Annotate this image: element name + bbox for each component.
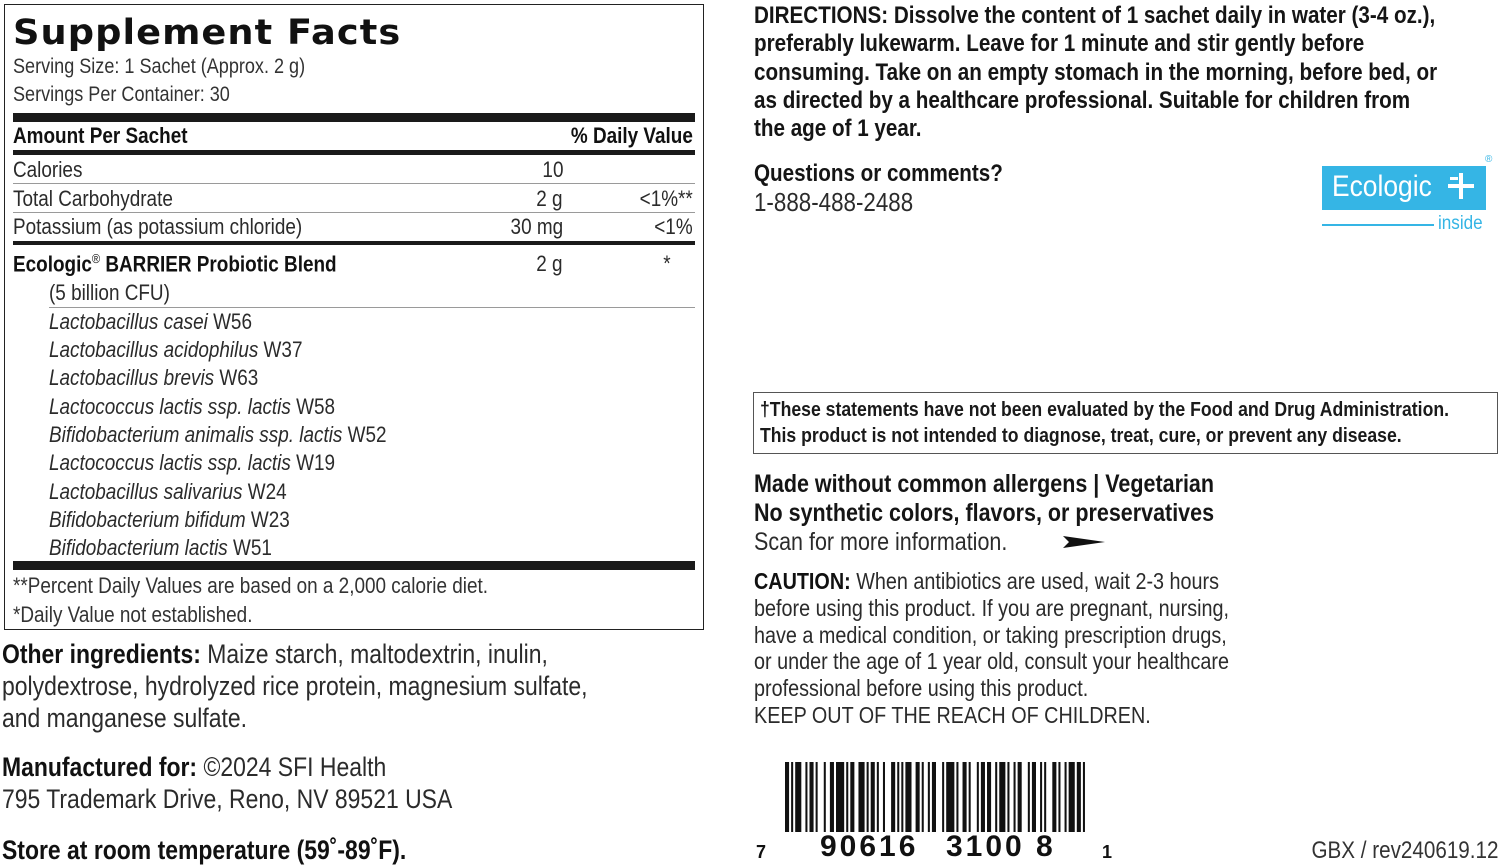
directions: DIRECTIONS: Dissolve the content of 1 sachet daily in water (3-4 oz.), preferably lukewarm. Leave for 1 minute and stir gently before consuming. Take on an empty stomach in the morning, before bed, or as directed by a healthcare professional. Suitable for children from the age of 1 year. [754,2,1438,143]
row-divider [13,183,695,184]
ecologic-wordmark: Ecologic [1332,170,1432,203]
barcode-digit: 8 [1036,830,1053,863]
arrow-right-icon [1063,534,1105,550]
barcode-bar [830,762,834,832]
other-ingredients-label: Other ingredients: [2,639,201,669]
barcode-bar [846,762,848,832]
barcode-bar [905,762,911,832]
row-divider [13,212,695,213]
ecologic-logo [1318,154,1498,236]
barcode-bar [824,762,826,832]
row-dv: <1% [654,214,693,239]
strain-item: Bifidobacterium lactis W51 [49,535,272,560]
facts-title: Supplement Facts [13,13,402,53]
supplement-facts-panel [4,4,704,630]
barcode-bar [1014,762,1016,832]
row-label: Calories [13,157,83,182]
barcode-bar [816,762,818,832]
strain-item: Bifidobacterium bifidum W23 [49,507,290,532]
amount-per-sachet-label: Amount Per Sachet [13,123,188,148]
barcode-bar [858,762,864,832]
barcode-digits: 3100 [946,830,1025,863]
footnote-dv-not-established: *Daily Value not established. [13,602,253,627]
plus-icon [1446,171,1476,201]
barcode-bar [922,762,924,832]
serving-size: Serving Size: 1 Sachet (Approx. 2 g) [13,55,306,78]
servings-per-container: Servings Per Container: 30 [13,83,230,106]
barcode-bar [897,762,899,832]
barcode-bar [981,762,985,832]
barcode-bar [999,762,1005,832]
barcode-bar [946,762,954,832]
barcode-bar [901,762,903,832]
barcode-bar [928,762,930,832]
storage-instructions: Store at room temperature (59˚-89˚F). [2,835,407,865]
fda-disclaimer-box [753,392,1498,454]
row-amount: 10 [541,157,563,182]
barcode-bar [1058,762,1060,832]
strain-item: Lactococcus lactis ssp. lactis W58 [49,394,336,419]
barcode-bar [1032,762,1036,832]
barcode-bar [836,762,844,832]
barcode-bar [1018,762,1022,832]
barcode-bar [891,762,895,832]
strain-item: Lactobacillus casei W56 [49,309,252,334]
barcode-bar [850,762,854,832]
barcode-bar [1028,762,1030,832]
row-dv: <1%** [639,186,693,211]
row-amount: 2 g [536,186,563,211]
barcode-bar [1040,762,1042,832]
barcode-bar [877,762,879,832]
row-label: Total Carbohydrate [13,186,173,211]
manufacturer-label: Manufactured for: [2,752,198,782]
barcode-bar [1044,762,1046,832]
footnote-percent-dv: **Percent Daily Values are based on a 2,000 calorie diet. [13,573,489,598]
facts-row-potassium [13,214,695,242]
ecologic-logo-box [1322,166,1486,210]
barcode-digits: 90616 [820,830,919,863]
manufacturer-info: Manufactured for: ©2024 SFI Health 795 Trademark Drive, Reno, NV 89521 USA [2,752,453,814]
barcode-bar [805,762,807,832]
revision-code: GBX / rev240619.12 [1310,837,1498,864]
thick-divider [13,113,695,122]
blend-amount: 2 g [536,251,563,276]
barcode-bar [795,762,801,832]
barcode-bar [809,762,813,832]
barcode-bar [1065,762,1067,832]
caution-statement: CAUTION: When antibiotics are used, wait 2-3 hours before using this product. If you are pregnant, nursing, have a medical condition, or taking prescription drugs, or under the age of 1 year old, consult your healthcare professional before using this product. KEEP OUT OF THE REACH OF CHILDREN. [754,568,1230,728]
barcode-digit: 7 [756,842,767,862]
fda-disclaimer: †These statements have not been evaluated by the Food and Drug Administration. This product is not intended to diagnose, treat, cure, or prevent any disease. [760,398,1450,447]
phone-number[interactable]: 1-888-488-2488 [754,187,914,217]
medium-divider [13,150,695,155]
strain-item: Lactococcus lactis ssp. lactis W19 [49,450,336,475]
barcode-bar [883,762,885,832]
scan-prompt: Scan for more information. [754,528,1008,556]
barcode [785,762,1087,832]
barcode-bar [956,762,958,832]
barcode-bar [987,762,991,832]
registered-mark: ® [1485,154,1493,165]
barcode-bar [867,762,869,832]
strain-item: Lactobacillus acidophilus W37 [49,337,303,362]
barcode-bar [871,762,875,832]
daily-value-label: % Daily Value [571,123,693,148]
barcode-bar [1069,762,1075,832]
blend-dv: * [663,251,671,276]
strain-item: Lactobacillus salivarius W24 [49,479,287,504]
thick-divider [13,561,695,570]
row-amount: 30 mg [510,214,563,239]
questions-heading: Questions or comments? [754,160,1003,187]
barcode-bar [995,762,997,832]
facts-row-calories [13,157,695,185]
blend-name: Ecologic® BARRIER Probiotic Blend [13,251,337,277]
row-label: Potassium (as potassium chloride) [13,214,303,239]
row-divider [49,307,695,308]
barcode-bar [942,762,944,832]
barcode-digit: 1 [1102,842,1113,862]
logo-underline [1322,224,1434,226]
caution-label: CAUTION: [754,568,851,594]
barcode-bar [785,762,789,832]
barcode-bar [1007,762,1009,832]
strain-item: Bifidobacterium animalis ssp. lactis W52 [49,422,387,447]
barcode-bar [1083,762,1085,832]
facts-header-row [13,123,695,151]
barcode-bar [916,762,920,832]
ecologic-inside-label: inside [1438,213,1483,234]
facts-row-probiotic-blend [13,251,695,279]
facts-row-carbohydrate [13,186,695,214]
barcode-bar [932,762,936,832]
allergen-statement: Made without common allergens | Vegetarian No synthetic colors, flavors, or preservatives [754,470,1215,527]
blend-cfu: (5 billion CFU) [49,280,170,305]
barcode-bar [1052,762,1056,832]
barcode-bar [963,762,967,832]
strain-item: Lactobacillus brevis W63 [49,365,259,390]
barcode-bar [791,762,793,832]
barcode-bar [969,762,971,832]
barcode-bar [977,762,979,832]
medium-divider [13,241,695,245]
other-ingredients: Other ingredients: Maize starch, maltodextrin, inulin, polydextrose, hydrolyzed rice protein, magnesium sulfate, and manganese sulfate. [2,639,588,733]
barcode-bar [1077,762,1081,832]
